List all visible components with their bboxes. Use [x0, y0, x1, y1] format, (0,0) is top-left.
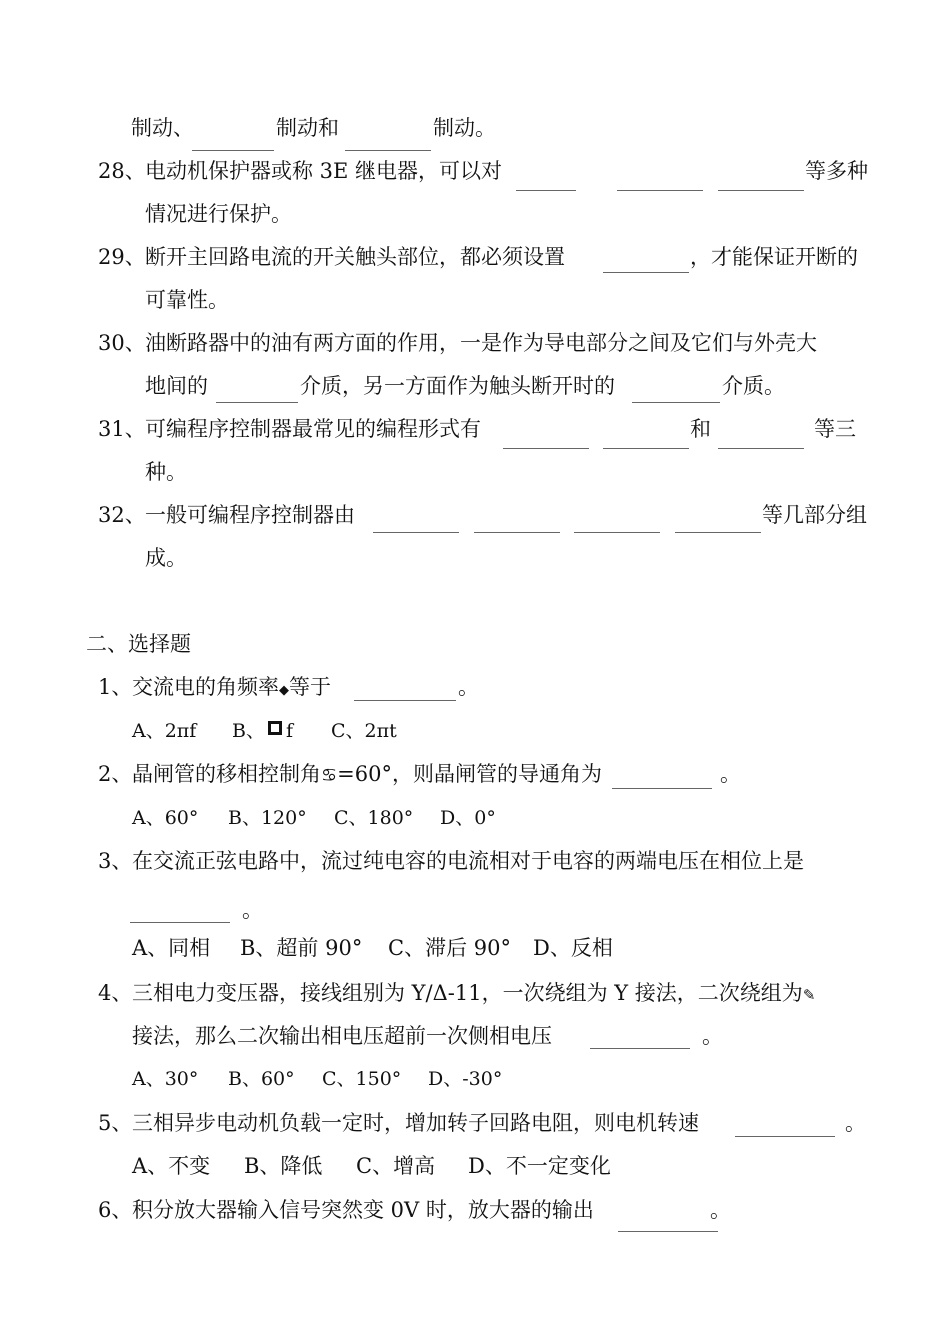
square-box-icon [268, 721, 282, 735]
omega-symbol: ◆ [279, 683, 289, 698]
question-number: 28、 [98, 159, 146, 183]
question-number: 32、 [98, 503, 146, 527]
question-number: 5、 [98, 1111, 133, 1135]
question-text: 在交流正弦电路中，流过纯电容的电流相对于电容的两端电压在相位上是 [132, 849, 804, 873]
question-text-cont: 种。 [145, 460, 187, 484]
option-a: A、2πf [132, 720, 197, 742]
question-number: 31、 [98, 417, 146, 441]
question-end: 。 [845, 1111, 866, 1135]
question-text-tail: 等三 [814, 417, 856, 441]
option-b: B、60° [228, 1068, 295, 1090]
question-number: 6、 [98, 1198, 133, 1222]
q27-text-a: 制动、 [131, 116, 194, 140]
blank-line [718, 190, 804, 191]
question-text: 三相异步电动机负载一定时，增加转子回路电阻，则电机转速 [132, 1111, 699, 1135]
question-end: 。 [720, 762, 741, 786]
blank-line [345, 150, 431, 151]
option-a: A、60° [132, 807, 199, 829]
blank-line [373, 532, 459, 533]
option-c: C、2πt [331, 720, 397, 742]
question-text-cont-b: 介质，另一方面作为触头断开时的 [300, 374, 615, 398]
question-number: 2、 [98, 762, 133, 786]
question-text [132, 980, 815, 1006]
option-c: C、增高 [356, 1154, 436, 1178]
question-number: 29、 [98, 245, 146, 269]
blank-line [192, 150, 274, 151]
blank-line [503, 448, 589, 449]
pencil-icon: ✎ [802, 986, 816, 1004]
option-a: A、30° [132, 1068, 199, 1090]
question-end: 。 [242, 898, 263, 922]
blank-line [632, 402, 720, 403]
blank-line [216, 402, 298, 403]
question-text [132, 674, 331, 700]
question-text-cont-a: 地间的 [145, 374, 208, 398]
question-text-cont: 可靠性。 [145, 288, 229, 312]
question-number: 30、 [98, 331, 146, 355]
option-d: D、0° [440, 807, 496, 829]
question-end: 。 [702, 1024, 723, 1048]
blank-line [618, 1231, 718, 1232]
option-b: B、降低 [244, 1154, 323, 1178]
question-text-a: 交流电的角频率 [132, 675, 279, 699]
question-text: 可编程序控制器最常见的编程形式有 [145, 417, 481, 441]
option-b: B、 [232, 720, 265, 742]
section-heading: 二、选择题 [86, 632, 191, 656]
blank-line [130, 922, 230, 923]
question-text-cont-c: 介质。 [722, 374, 785, 398]
blank-line [590, 1048, 690, 1049]
question-text-a: 晶闸管的移相控制角 [132, 762, 321, 786]
option-a: A、同相 [132, 936, 211, 960]
option-c: C、150° [322, 1068, 402, 1090]
question-text: 油断路器中的油有两方面的作用，一是作为导电部分之间及它们与外壳大 [145, 331, 817, 355]
option-b: B、120° [228, 807, 307, 829]
question-text-tail: ，才能保证开断的 [690, 245, 858, 269]
option-d: D、反相 [533, 936, 613, 960]
question-text-cont: 成。 [145, 546, 187, 570]
blank-line [675, 532, 761, 533]
blank-line [718, 448, 804, 449]
question-text-mid: 和 [690, 417, 711, 441]
option-d: D、不一定变化 [468, 1154, 611, 1178]
question-text: 积分放大器输入信号突然变 0V 时，放大器的输出 [132, 1198, 594, 1222]
question-text: 断开主回路电流的开关触头部位，都必须设置 [145, 245, 565, 269]
blank-line [612, 788, 712, 789]
option-b: B、超前 90° [240, 936, 363, 960]
question-number: 4、 [98, 981, 133, 1005]
question-number: 1、 [98, 675, 133, 699]
question-text: 电动机保护器或称 3E 继电器，可以对 [145, 159, 503, 183]
question-text-b: =60°，则晶闸管的导通角为 [337, 762, 602, 786]
blank-line [516, 190, 576, 191]
blank-line [735, 1136, 835, 1137]
option-c: C、180° [334, 807, 414, 829]
option-c: C、滞后 90° [388, 936, 511, 960]
blank-line [354, 700, 456, 701]
blank-line [603, 272, 689, 273]
blank-line [574, 532, 660, 533]
option-b-text: f [286, 720, 294, 742]
question-text-tail: 等多种 [805, 159, 868, 183]
blank-line [474, 532, 560, 533]
option-a: A、不变 [132, 1154, 211, 1178]
q27-text-b: 制动和 [276, 116, 339, 140]
question-text: 一般可编程序控制器由 [145, 503, 355, 527]
blank-line [603, 448, 689, 449]
question-text-b: 等于 [289, 675, 331, 699]
question-end: 。 [458, 675, 479, 699]
question-text-a: 三相电力变压器，接线组别为 Y/Δ-11，一次绕组为 Y 接法，二次绕组为 [132, 981, 803, 1005]
q27-text-c: 制动。 [433, 116, 496, 140]
question-number: 3、 [98, 849, 133, 873]
question-text-cont: 接法，那么二次输出相电压超前一次侧相电压 [132, 1024, 552, 1048]
question-text-cont: 情况进行保护。 [145, 202, 292, 226]
alpha-symbol: ♋ [321, 765, 338, 786]
blank-line [617, 190, 703, 191]
question-end: 。 [710, 1198, 731, 1222]
option-d: D、-30° [428, 1068, 503, 1090]
question-text-tail: 等几部分组 [762, 503, 867, 527]
question-text [132, 761, 602, 787]
